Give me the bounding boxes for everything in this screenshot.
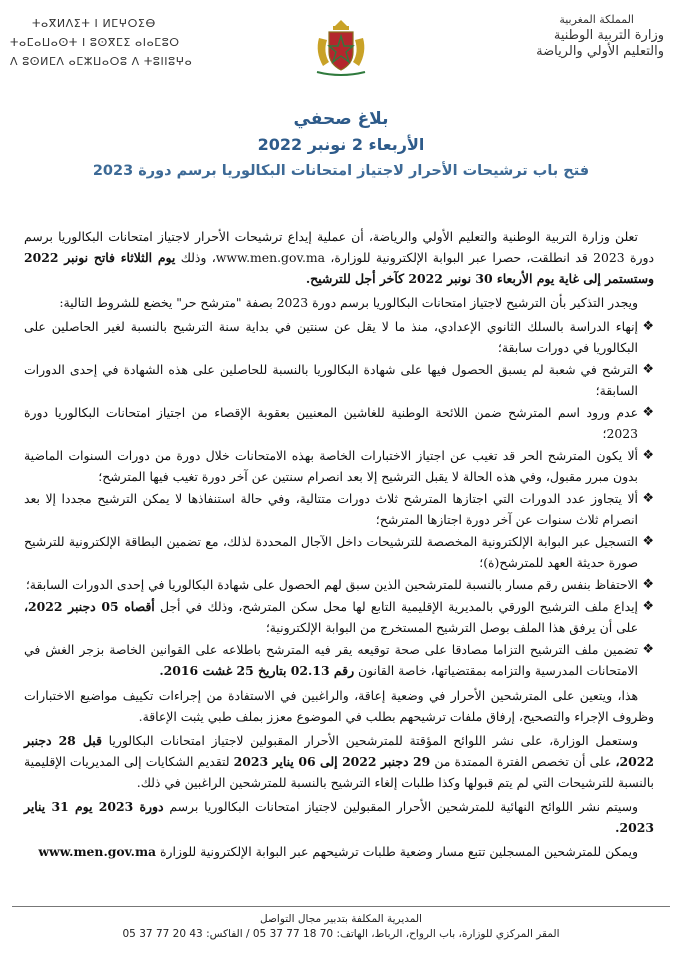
header-tifinagh-line: ⵜⴰⵎⴰⵡⴰⵙⵜ ⵏ ⵓⵙⴳⵎⵉ ⴰⵏⴰⵎⵓⵔ bbox=[10, 36, 180, 49]
final-lists-paragraph bbox=[24, 796, 654, 838]
list-item bbox=[24, 531, 654, 573]
press-release-date: الأربعاء 2 نونبر 2022 bbox=[257, 135, 425, 154]
complaints-period: 29 دجنبر 2022 إلى 06 يناير 2023 bbox=[233, 754, 431, 769]
intro-paragraph bbox=[24, 226, 654, 289]
bullet-icon: ❖ bbox=[642, 577, 654, 592]
provisional-list-date: قبل 28 دجنبر 2022، bbox=[24, 733, 654, 769]
bullet-icon: ❖ bbox=[642, 405, 654, 420]
list-item-text: التسجيل عبر البوابة الإلكترونية المخصصة للترشيحات داخل الآجال المحددة لذلك، مع تضمين البطاقة الإلكترونية للترشيح صورة حديثة العهد للمترشح(ة)؛ bbox=[24, 534, 638, 570]
intro-text: تعلن وزارة التربية الوطنية والتعليم الأولي والرياضة، أن عملية إيداع ترشيحات الأحرار لاجتياز امتحانات البكالوريا برسم دورة 2023 قد انطلقت، حصرا عبر البوابة الإلكترونية للوزارة، www.men.gov.ma، وذلك bbox=[24, 229, 654, 265]
list-item bbox=[24, 596, 654, 638]
list-item bbox=[24, 359, 654, 401]
footer-department: المديرية المكلفة بتدبير مجال التواصل bbox=[260, 913, 422, 925]
header-arabic-line: وزارة التربية الوطنية bbox=[553, 28, 664, 43]
list-item-text: إيداع ملف الترشيح الورقي بالمديرية الإقليمية التابع لها محل سكن المترشح، وذلك في أجل bbox=[154, 599, 638, 614]
bullet-icon: ❖ bbox=[642, 599, 654, 614]
footer bbox=[0, 912, 682, 942]
press-release-subject: فتح باب ترشيحات الأحرار لاجتياز امتحانات البكالوريا برسم دورة 2023 bbox=[92, 163, 590, 179]
lists-text: لتقديم الشكايات إلى المديريات الإقليمية بالنسبة للترشيحات التي لم يتم قبولها وكذا طلبات إلغاء الترشيح بالنسبة للمترشحين الراغبين في ذلك. bbox=[24, 754, 654, 790]
final-lists-text: وسيتم نشر اللوائح النهائية للمترشحين الأحرار المقبولين لاجتياز امتحانات البكالوريا برسم bbox=[163, 799, 639, 814]
list-item-text: على أن يرفق هذا الملف بوصل الترشيح المستخرج من البوابة الإلكترونية؛ bbox=[265, 620, 638, 635]
list-item bbox=[24, 488, 654, 530]
header-tifinagh-line: ⵜⴰⴳⵍⴷⵉⵜ ⵏ ⵍⵎⵖⵔⵉⴱ bbox=[32, 17, 156, 30]
list-item-text: ألا يكون المترشح الحر قد تغيب عن اجتياز الاختبارات الخاصة بهذه الامتحانات خلال دورة من دورات السنوات الماضية بدون مبرر مقبول، وفي هذه الحالة لا يقبل الترشيح إلا بعد انصرام سنتين عن آخر دورة تغيب فيها المترشح؛ bbox=[24, 448, 638, 484]
lists-paragraph bbox=[24, 730, 654, 793]
list-item-text: إنهاء الدراسة بالسلك الثانوي الإعدادي، منذ ما لا يقل عن سنتين في بداية سنة الترشيح بالنسبة لغير الحاصلين على البكالوريا في دورات سابقة؛ bbox=[24, 319, 638, 355]
disability-paragraph: هذا، ويتعين على المترشحين الأحرار في وضعية إعاقة، والراغبين في الاستفادة من إجراءات تكييف مواضيع الاختبارات وظروف الإجراء والتصحيح، إرفاق ملفات ترشيحهم بطلب في الموضوع معزز بملف طبي يثبت الإعاقة. bbox=[24, 688, 654, 724]
law-reference: رقم 02.13 بتاريخ 25 غشت 2016. bbox=[159, 663, 355, 678]
footer-divider bbox=[12, 906, 670, 907]
list-item bbox=[24, 445, 654, 487]
ministry-name-arabic bbox=[484, 12, 664, 60]
list-item-text: الترشح في شعبة لم يسبق الحصول فيها على شهادة البكالوريا بالنسبة للحاصلين على هذه الشهادة في إحدى الدورات السابقة؛ bbox=[24, 362, 638, 398]
press-release-heading: بلاغ صحفي bbox=[293, 109, 389, 129]
tracking-paragraph bbox=[24, 841, 654, 862]
intro-dates: يوم الثلاثاء فاتح نونبر 2022 وستستمر إلى غاية يوم الأربعاء 30 نونبر 2022 كآخر أجل للترشيح. bbox=[24, 250, 654, 286]
list-item-text: الاحتفاظ بنفس رقم مسار بالنسبة للمترشحين الذين سبق لهم الحصول على شهادة البكالوريا في إحدى الدورات السابقة؛ bbox=[25, 577, 638, 592]
bullet-icon: ❖ bbox=[642, 534, 654, 549]
bullet-icon: ❖ bbox=[642, 491, 654, 506]
list-item bbox=[24, 574, 654, 595]
list-item-text: عدم ورود اسم المترشح ضمن اللائحة الوطنية للغاشين المعنيين بعقوبة الإقصاء من اجتياز امتحانات البكالوريا دورة 2023؛ bbox=[24, 405, 638, 441]
header-arabic-line: المملكة المغربية bbox=[559, 13, 634, 26]
list-item-text: تضمين ملف الترشيح التزاما مصادقا على صحة توقيعه يقر فيه المترشح باطلاعه على القوانين الخاصة بزجر الغش في الامتحانات المدرسية والتزامه بمقتضياتها، خاصة القانون bbox=[24, 642, 638, 678]
tracking-text: ويمكن للمترشحين المسجلين تتبع مسار وضعية طلبات ترشيحهم عبر البوابة الإلكترونية للوزارة bbox=[156, 844, 638, 859]
conditions-list bbox=[24, 316, 654, 681]
bullet-icon: ❖ bbox=[642, 319, 654, 334]
lists-text: على أن تخصص الفترة الممتدة من bbox=[430, 754, 616, 769]
footer-contact: المقر المركزي للوزارة، باب الرواح، الرباط، الهاتف: 70 18 77 37 05 / الفاكس: 43 20 77 37 05 bbox=[122, 928, 560, 940]
ministry-website-link[interactable]: www.men.gov.ma bbox=[38, 844, 157, 859]
bullet-icon: ❖ bbox=[642, 362, 654, 377]
deadline-date: أقصاه 05 دجنبر 2022، bbox=[24, 599, 155, 614]
header-arabic-line: والتعليم الأولي والرياضة bbox=[536, 44, 664, 59]
list-item bbox=[24, 316, 654, 358]
list-item-text: ألا يتجاوز عدد الدورات التي اجتازها المترشح ثلاث دورات متتالية، وفي حالة استنفاذها لا يمكن الترشيح مجددا إلا بعد انصرام ثلاث سنوات عن آخر دورة اجتازها المترشح؛ bbox=[24, 491, 638, 527]
list-item bbox=[24, 639, 654, 681]
press-release-body bbox=[24, 226, 654, 865]
list-item bbox=[24, 402, 654, 444]
bullet-icon: ❖ bbox=[642, 642, 654, 657]
final-lists-date: دورة 2023 يوم 31 يناير 2023. bbox=[24, 799, 654, 835]
ministry-name-tifinagh bbox=[10, 14, 210, 71]
royal-coat-of-arms-icon bbox=[309, 16, 373, 80]
conditions-intro: ويجدر التذكير بأن الترشيح لاجتياز امتحانات البكالوريا برسم دورة 2023 بصفة "مترشح حر" يخضع للشروط التالية: bbox=[59, 295, 638, 310]
bullet-icon: ❖ bbox=[642, 448, 654, 463]
header-tifinagh-line: ⴷ ⵓⵙⵍⵎⴷ ⴰⵎⵣⵡⴰⵔⵓ ⴷ ⵜⵓⵏⵏⵓⵖⴰ bbox=[10, 55, 193, 68]
lists-text: وستعمل الوزارة، على نشر اللوائح المؤقتة للمترشحين الأحرار المقبولين لاجتياز امتحانات البكالوريا bbox=[101, 733, 638, 748]
title-block bbox=[0, 108, 682, 182]
